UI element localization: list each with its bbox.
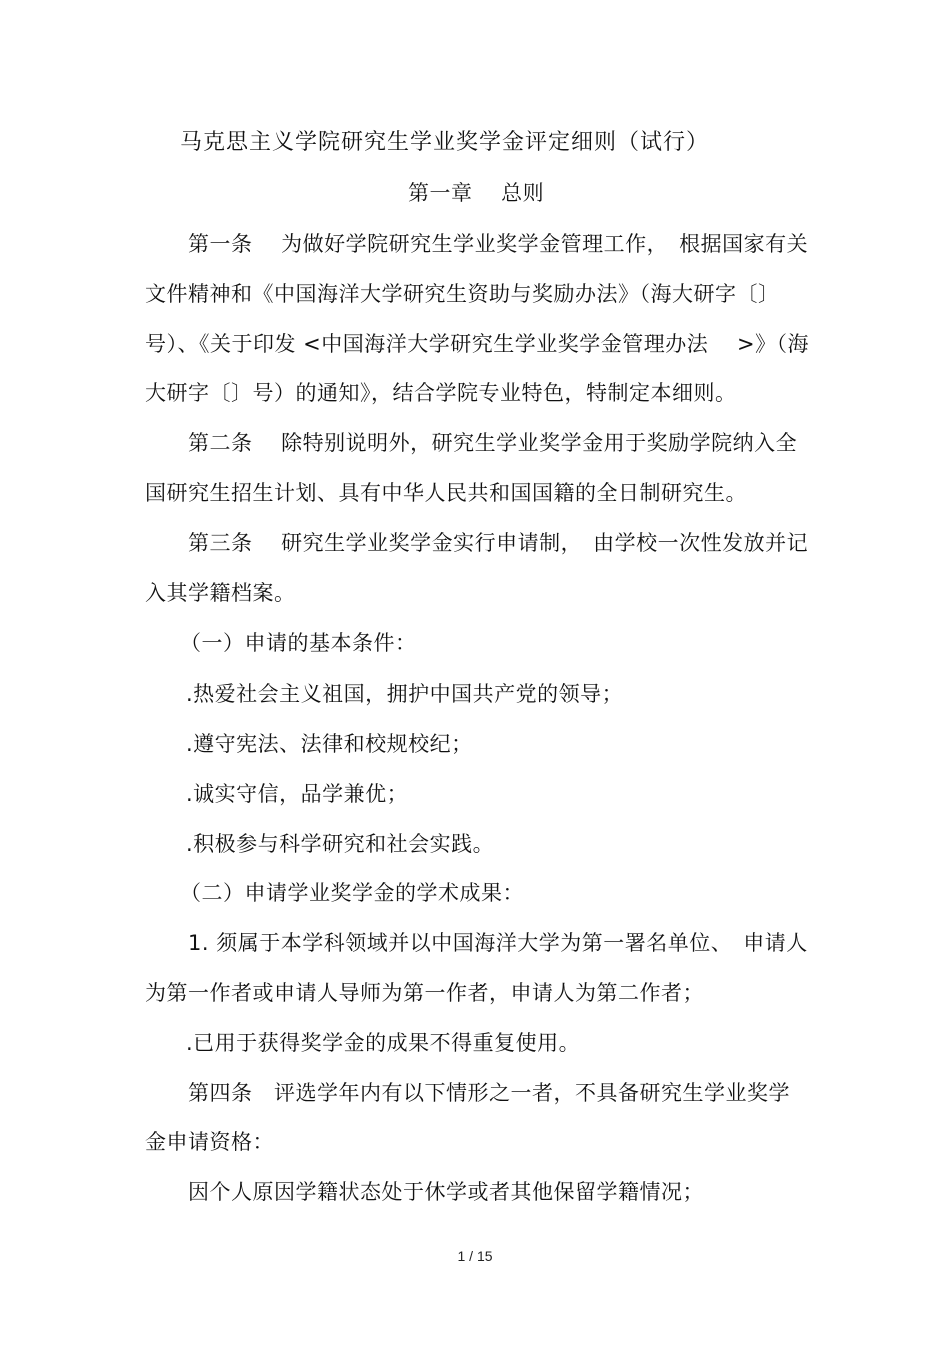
text-line: 号）、《关于印发 <中国海洋大学研究生学业奖学金管理办法 >》（海 — [145, 332, 810, 356]
text-line: 第二条 除特别说明外，研究生学业奖学金用于奖励学院纳入全 — [188, 431, 798, 455]
text-line: 第一条 为做好学院研究生学业奖学金管理工作， 根据国家有关 — [188, 232, 809, 256]
section-heading: （一）申请的基本条件： — [180, 631, 417, 655]
list-item: .诚实守信，品学兼优； — [186, 782, 409, 806]
text-line: 金申请资格： — [145, 1130, 274, 1154]
chapter-heading: 第一章 总则 — [408, 181, 545, 205]
list-item: .积极参与科学研究和社会实践。 — [186, 832, 495, 856]
list-item: .热爱社会主义祖国，拥护中国共产党的领导； — [186, 682, 624, 706]
document-title: 马克思主义学院研究生学业奖学金评定细则（试行） — [180, 130, 710, 155]
list-item: .已用于获得奖学金的成果不得重复使用。 — [186, 1031, 581, 1055]
text-line: 为第一作者或申请人导师为第一作者，申请人为第二作者； — [145, 981, 704, 1005]
text-line: 第三条 研究生学业奖学金实行申请制， 由学校一次性发放并记 — [188, 531, 809, 555]
page-indicator: 1 / 15 — [457, 1248, 493, 1264]
text-line: 国研究生招生计划、具有中华人民共和国国籍的全日制研究生。 — [145, 481, 747, 505]
list-item: 1. 须属于本学科领域并以中国海洋大学为第一署名单位、 申请人 — [188, 931, 808, 955]
text-line: 第四条 评选学年内有以下情形之一者，不具备研究生学业奖学 — [188, 1081, 790, 1105]
section-heading: （二）申请学业奖学金的学术成果： — [180, 881, 524, 905]
text-line: 文件精神和《中国海洋大学研究生资助与奖励办法》（海大研字〔〕 — [145, 282, 780, 306]
text-line: 大研字〔〕号）的通知》，结合学院专业特色，特制定本细则。 — [145, 381, 737, 405]
text-line: 因个人原因学籍状态处于休学或者其他保留学籍情况； — [188, 1180, 704, 1204]
text-line: 入其学籍档案。 — [145, 581, 296, 605]
list-item: .遵守宪法、法律和校规校纪； — [186, 732, 473, 756]
